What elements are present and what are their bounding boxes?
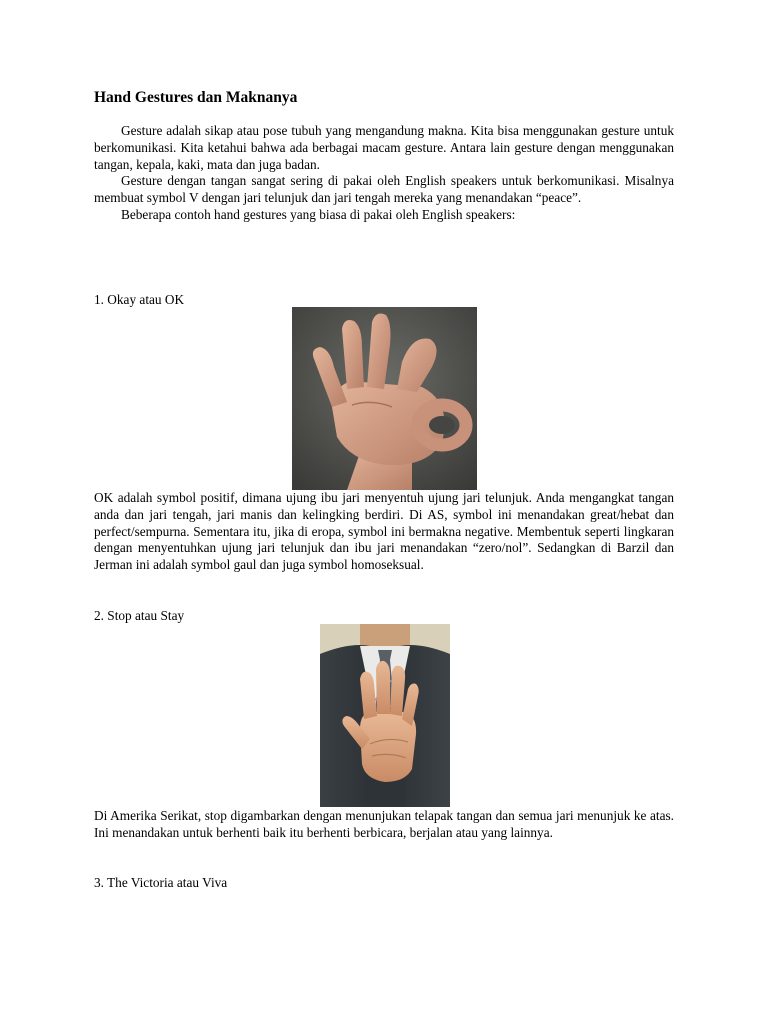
page-title: Hand Gestures dan Maknanya [94, 89, 298, 106]
intro-block [94, 123, 674, 224]
intro-paragraph-3: Beberapa contoh hand gestures yang biasa di pakai oleh English speakers: [121, 206, 516, 222]
section-heading-stop: 2. Stop atau Stay [94, 608, 185, 623]
ok-gesture-photo [292, 307, 477, 490]
stop-description-block [94, 808, 674, 842]
intro-paragraph-2: Gesture dengan tangan sangat sering di pakai oleh English speakers untuk berkomunikasi. Misalnya membuat symbol V dengan jari telunjuk dan jari tengah mereka yang menandakan “peace”. [94, 173, 674, 206]
stop-description: Di Amerika Serikat, stop digambarkan dengan menunjukan telapak tangan dan semua jari menunjuk ke atas. Ini menandakan untuk berhenti baik itu berhenti berbicara, berjalan atau yang lainnya. [94, 808, 674, 840]
section-heading-victoria: 3. The Victoria atau Viva [94, 875, 228, 890]
intro-paragraph-1: Gesture adalah sikap atau pose tubuh yang mengandung makna. Kita bisa menggunakan gesture untuk berkomunikasi. Kita ketahui bahwa ada berbagai macam gesture. Antara lain gesture dengan menggunakan tangan, kepala, kaki, mata dan juga badan. [94, 123, 674, 172]
section-heading-ok: 1. Okay atau OK [94, 292, 185, 307]
ok-description-block [94, 490, 674, 574]
stop-gesture-photo [320, 624, 450, 807]
ok-description: OK adalah symbol positif, dimana ujung ibu jari menyentuh ujung jari telunjuk. Anda mengangkat tangan anda dan jari tengah, jari manis dan kelingking berdiri. Di AS, symbol ini menandakan great/hebat dan perfect/sempurna. Sementara itu, jika di eropa, symbol ini bermakna negative. Membentuk seperti lingkaran dengan menyentuhkan ujung jari telunjuk dan ibu jari menandakan “zero/nol”. Sedangkan di Barzil dan Jerman ini adalah symbol gaul dan juga symbol homoseksual. [94, 490, 674, 573]
